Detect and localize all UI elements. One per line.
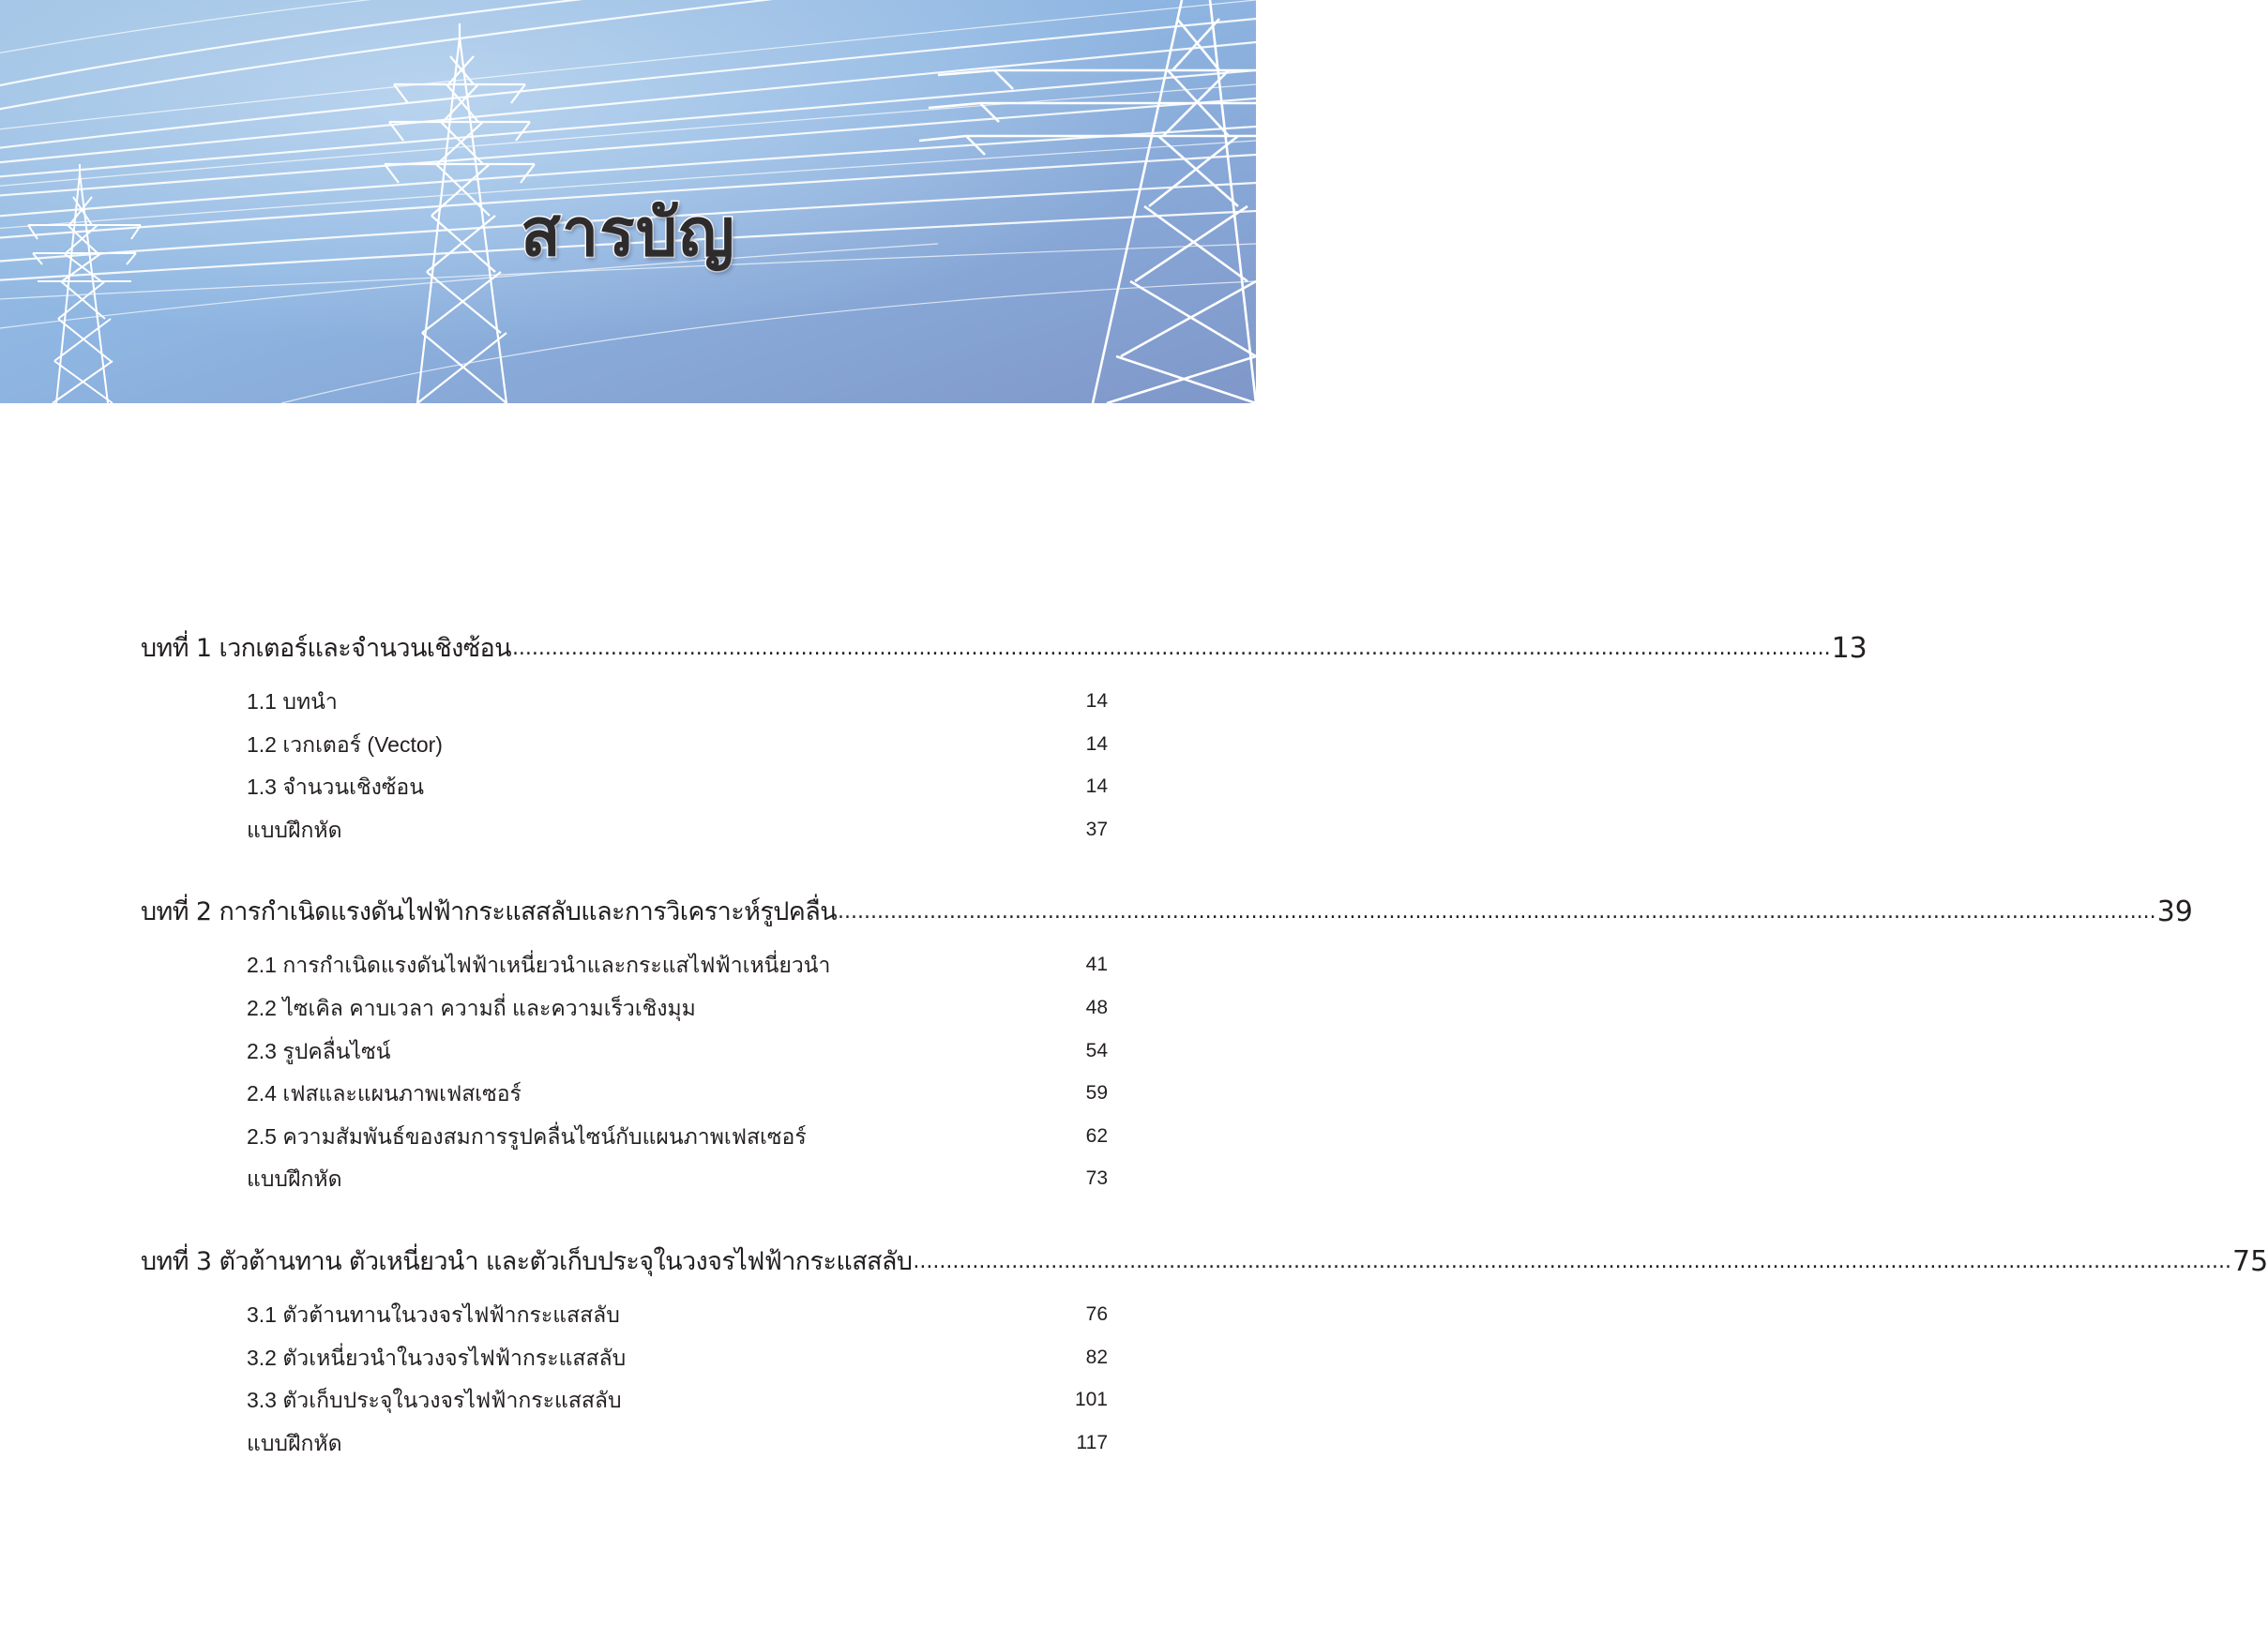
toc-item[interactable] xyxy=(247,771,1108,803)
toc-item[interactable] xyxy=(247,1299,1108,1331)
toc-item[interactable] xyxy=(247,992,1108,1024)
toc-item[interactable] xyxy=(247,729,1108,760)
toc-item-page: 14 xyxy=(1085,775,1108,797)
toc-item-label: 2.3 รูปคลื่นไซน์ xyxy=(247,1039,391,1063)
chapter-page-number: 39 xyxy=(2156,895,2193,928)
toc-item-label: แบบฝึกหัด xyxy=(247,1166,342,1191)
toc-item-page: 54 xyxy=(1085,1040,1108,1061)
toc-item-label: 2.4 เฟสและแผนภาพเฟสเซอร์ xyxy=(247,1081,522,1106)
toc-item-page: 41 xyxy=(1085,954,1108,975)
toc-chapter-1[interactable] xyxy=(141,630,1867,668)
chapter-page-number: 75 xyxy=(2232,1245,2268,1278)
toc-item[interactable] xyxy=(247,1427,1108,1459)
toc-item-label: แบบฝึกหัด xyxy=(247,818,342,842)
toc-item-label: 1.2 เวกเตอร์ (Vector) xyxy=(247,732,443,757)
toc-item[interactable] xyxy=(247,814,1108,846)
toc-item-label: 2.5 ความสัมพันธ์ของสมการรูปคลื่นไซน์กับแผนภาพเฟสเซอร์ xyxy=(247,1124,807,1149)
toc-item[interactable] xyxy=(247,1342,1108,1374)
toc-item-page: 37 xyxy=(1085,819,1108,840)
toc-item-label: 3.3 ตัวเก็บประจุในวงจรไฟฟ้ากระแสสลับ xyxy=(247,1388,622,1412)
chapter-title: บทที่ 2 การกำเนิดแรงดันไฟฟ้ากระแสสลับและการวิเคราะห์รูปคลื่น xyxy=(141,897,838,926)
toc-item-page: 59 xyxy=(1085,1082,1108,1104)
toc-item-label: 1.1 บทนำ xyxy=(247,689,338,714)
toc-item-page: 14 xyxy=(1085,690,1108,712)
toc-item[interactable] xyxy=(247,1035,1108,1067)
toc-item-page: 62 xyxy=(1085,1125,1108,1147)
toc-item-label: 2.1 การกำเนิดแรงดันไฟฟ้าเหนี่ยวนำและกระแสไฟฟ้าเหนี่ยวนำ xyxy=(247,953,831,977)
toc-item-label: 2.2 ไซเคิล คาบเวลา ความถี่ และความเร็วเชิงมุม xyxy=(247,996,696,1020)
toc-item-label: 3.1 ตัวต้านทานในวงจรไฟฟ้ากระแสสลับ xyxy=(247,1302,620,1327)
toc-item-page: 117 xyxy=(1076,1432,1108,1453)
dot-leader: ......................................................................................................................................................................................................... xyxy=(913,1250,2232,1273)
toc-item-label: แบบฝึกหัด xyxy=(247,1431,342,1455)
chapter-page-number: 13 xyxy=(1831,632,1867,665)
toc-item-page: 76 xyxy=(1085,1303,1108,1325)
toc-item-page: 73 xyxy=(1085,1167,1108,1189)
toc-item[interactable] xyxy=(247,1077,1108,1109)
chapter-title: บทที่ 1 เวกเตอร์และจำนวนเชิงซ้อน xyxy=(141,634,511,663)
toc-item-label: 3.2 ตัวเหนี่ยวนำในวงจรไฟฟ้ากระแสสลับ xyxy=(247,1346,627,1370)
toc-chapter-2[interactable] xyxy=(141,894,2193,931)
toc-item-page: 48 xyxy=(1085,997,1108,1018)
dot-leader: ......................................................................................................................................................................................................... xyxy=(511,637,1831,660)
page-title: สารบัญ xyxy=(521,194,735,271)
toc-item-label: 1.3 จำนวนเชิงซ้อน xyxy=(247,775,424,799)
toc-item-page: 14 xyxy=(1085,733,1108,755)
toc-item[interactable] xyxy=(247,1384,1108,1416)
toc-item[interactable] xyxy=(247,1163,1108,1195)
toc-item[interactable] xyxy=(247,949,1108,981)
toc-item[interactable] xyxy=(247,685,1108,717)
toc-item-page: 101 xyxy=(1074,1389,1108,1410)
dot-leader: ......................................................................................................................................................................................................... xyxy=(838,900,2156,924)
toc-item-page: 82 xyxy=(1085,1347,1108,1368)
toc-chapter-3[interactable] xyxy=(141,1243,2268,1281)
chapter-title: บทที่ 3 ตัวต้านทาน ตัวเหนี่ยวนำ และตัวเก็บประจุในวงจรไฟฟ้ากระแสสลับ xyxy=(141,1247,913,1276)
toc-item[interactable] xyxy=(247,1121,1108,1152)
